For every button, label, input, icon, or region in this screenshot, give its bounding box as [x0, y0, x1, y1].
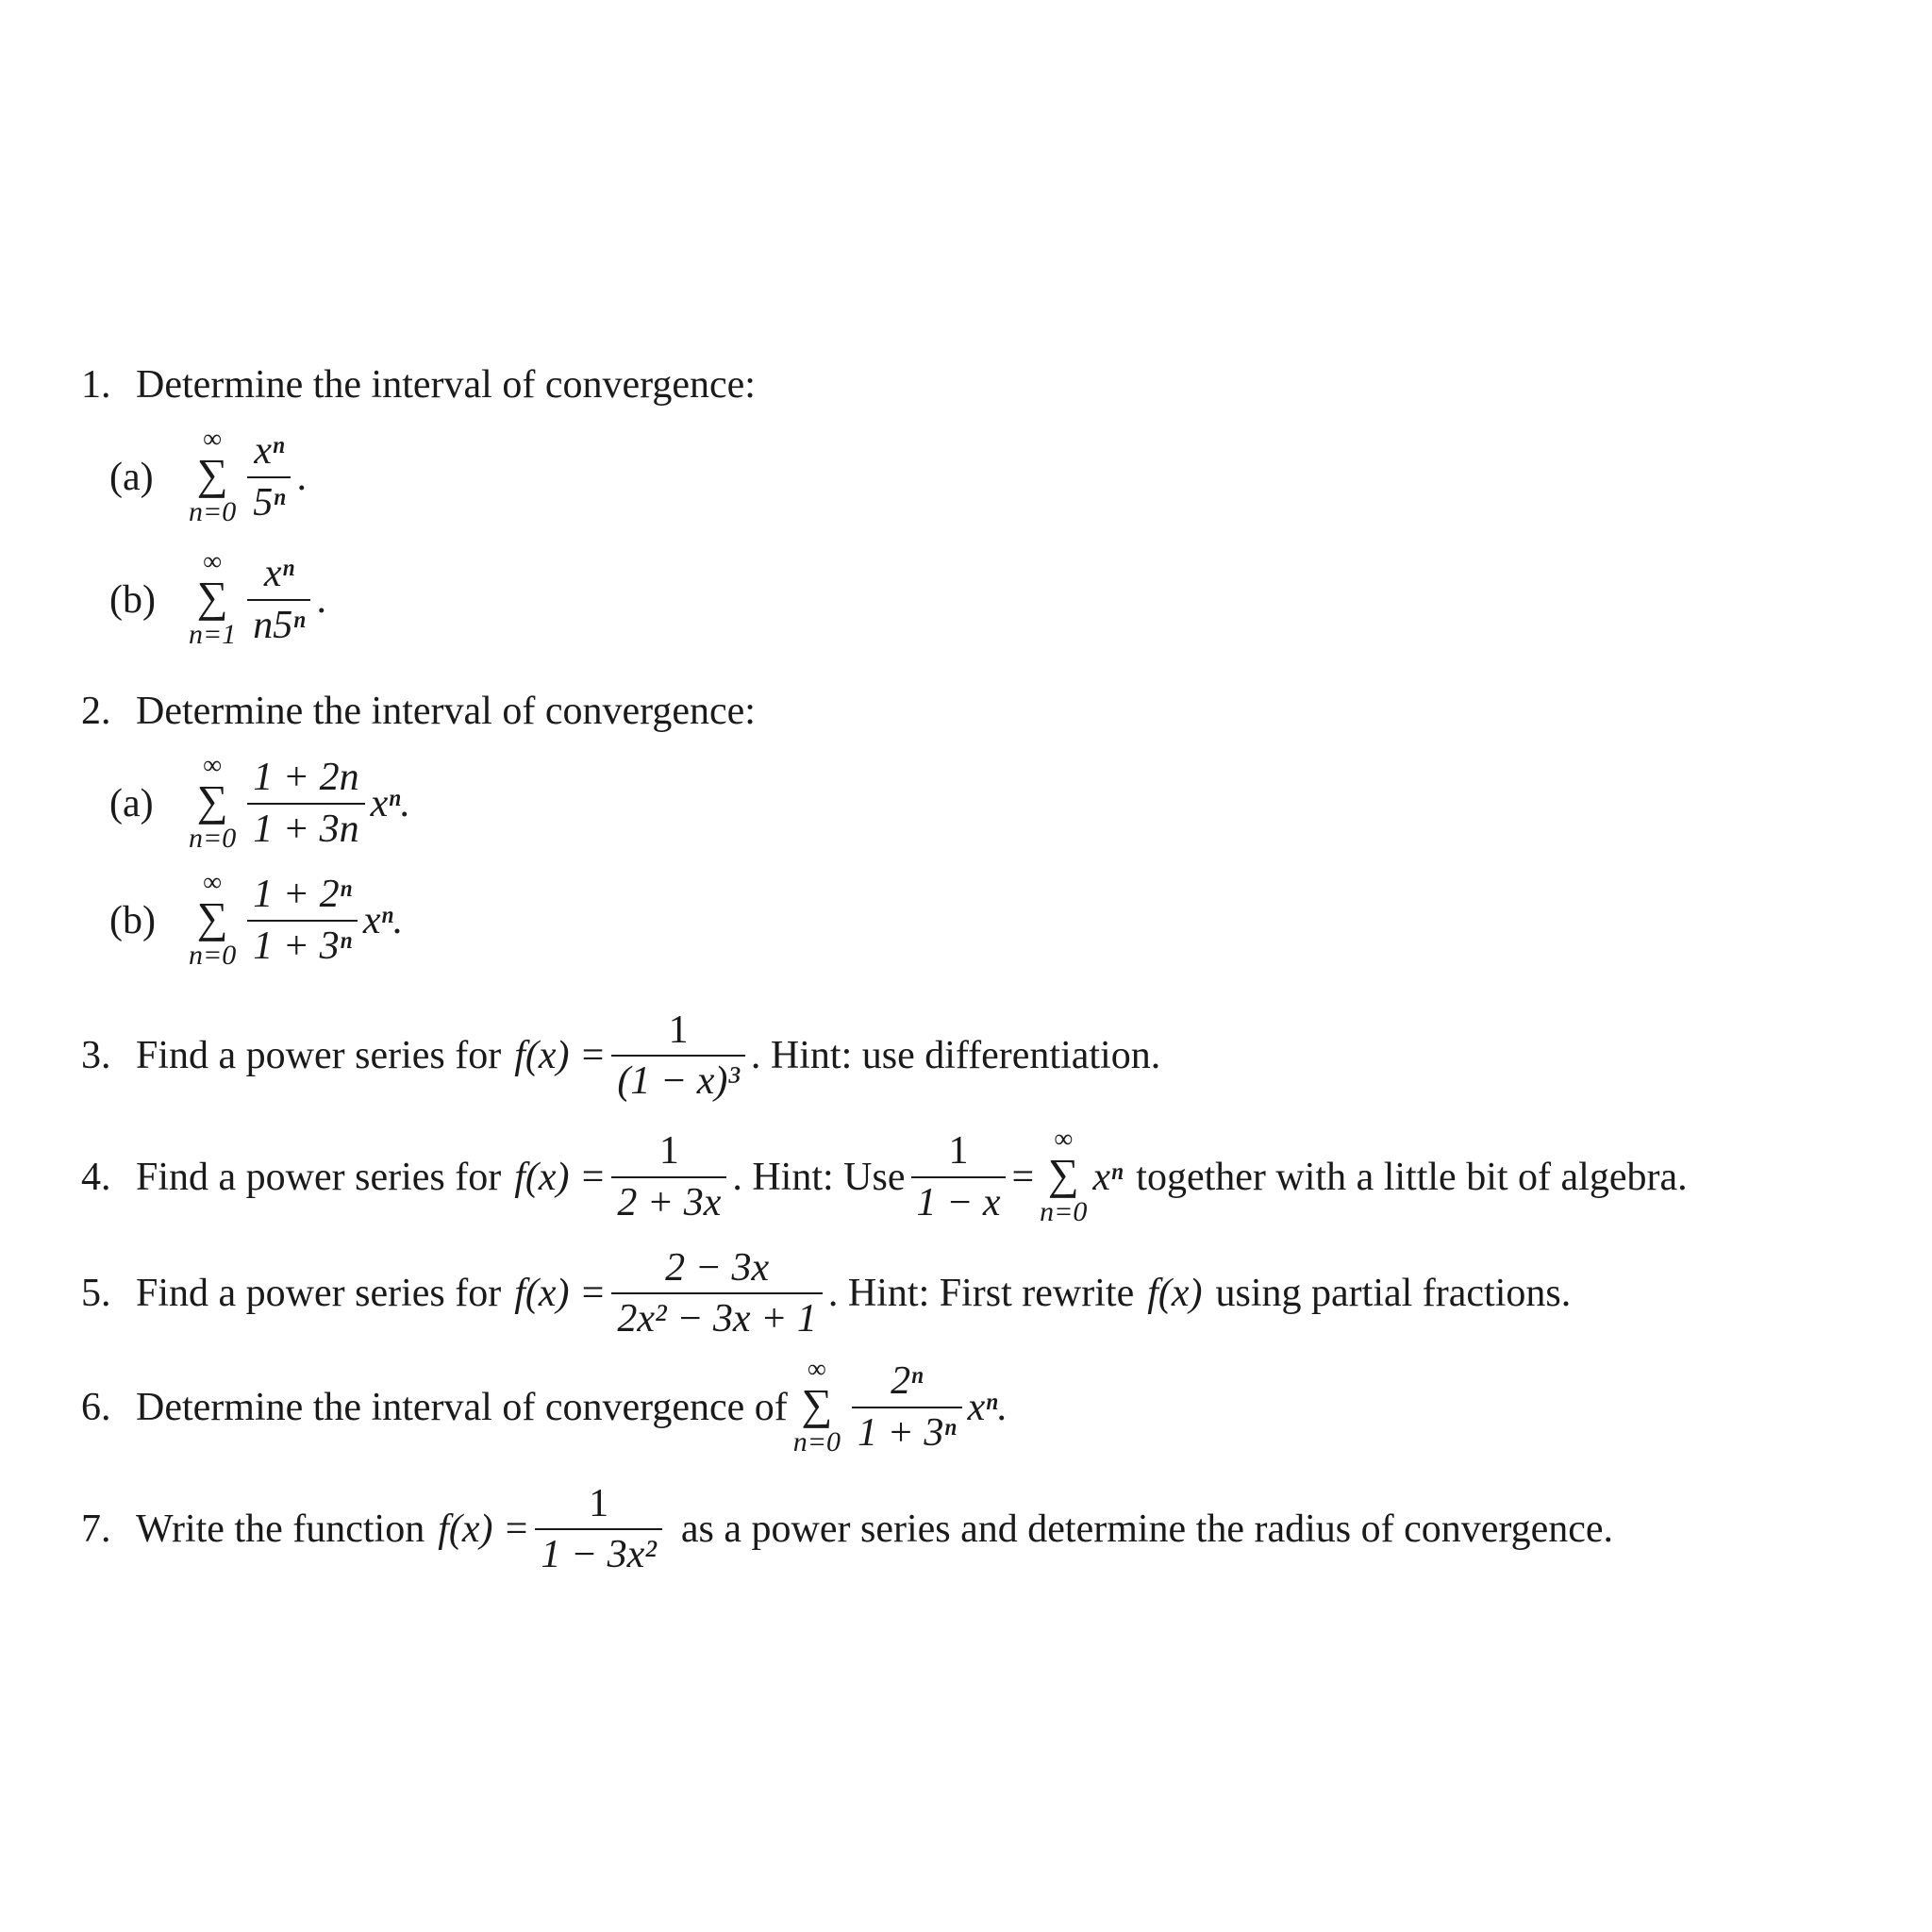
fraction [247, 430, 291, 523]
function-label: f(x) = [438, 1507, 530, 1552]
sum-upper: ∞ [203, 547, 223, 576]
numerator: 1 + 2ⁿ [253, 873, 352, 917]
problem-text: Find a power series for [136, 1155, 502, 1199]
sigma-icon: ∑ [1047, 1150, 1079, 1198]
problem-1 [81, 362, 756, 408]
sum-lower: n=0 [1040, 1196, 1088, 1227]
problem-tail: as a power series and determine the radius of convergence. [680, 1507, 1614, 1552]
problem-number: 6. [81, 1385, 111, 1429]
function-label: f(x) = [514, 1155, 607, 1199]
problem-5 [81, 1247, 1571, 1340]
equals-sign: = [1011, 1155, 1035, 1199]
sum-upper: ∞ [203, 425, 223, 454]
fraction [247, 553, 310, 645]
problem-text: Write the function [136, 1507, 425, 1552]
fraction [611, 1130, 726, 1223]
problem-2a [109, 753, 410, 854]
function-label: f(x) = [514, 1034, 607, 1078]
problem-3 [81, 1009, 1160, 1102]
hint-lead: . Hint: First rewrite [827, 1272, 1135, 1316]
denominator: 5ⁿ [247, 476, 291, 524]
denominator: (1 − x)³ [611, 1055, 745, 1102]
hint-tail: together with a little bit of algebra. [1136, 1155, 1688, 1199]
sum-lower: n=0 [189, 823, 237, 854]
summation [189, 753, 236, 854]
hint-lead: . Hint: Use [732, 1155, 906, 1199]
hint-function: f(x) [1147, 1272, 1203, 1316]
numerator: xⁿ [254, 429, 285, 474]
power-term: xⁿ. [362, 898, 404, 942]
fraction [611, 1009, 745, 1102]
punctuation: . [316, 577, 326, 622]
fraction [852, 1360, 962, 1453]
problem-number: 5. [81, 1272, 111, 1316]
hint-tail: using partial fractions. [1215, 1272, 1572, 1316]
problem-number: 1. [81, 363, 111, 407]
punctuation: . [296, 455, 307, 499]
denominator: 1 − 3x² [535, 1528, 662, 1575]
problem-2b [109, 870, 403, 971]
part-label: (b) [109, 898, 156, 942]
part-label: (a) [109, 455, 154, 499]
sum-upper: ∞ [807, 1355, 826, 1384]
sigma-icon: ∑ [196, 893, 228, 941]
sigma-icon: ∑ [196, 450, 228, 498]
problem-text: Find a power series for [136, 1272, 502, 1316]
numerator: 1 [668, 1008, 689, 1052]
sum-lower: n=0 [189, 496, 237, 527]
denominator: 1 + 3ⁿ [852, 1407, 962, 1454]
problem-text: Determine the interval of convergence: [136, 363, 756, 407]
problem-number: 3. [81, 1034, 111, 1078]
numerator: 1 [658, 1129, 679, 1174]
problem-7 [81, 1483, 1613, 1575]
fraction [611, 1247, 823, 1340]
sigma-icon: ∑ [196, 776, 228, 824]
summation [189, 549, 236, 650]
numerator: xⁿ [263, 552, 294, 596]
problem-1b [109, 549, 326, 650]
hint-fraction [911, 1130, 1007, 1223]
part-label: (b) [109, 577, 156, 622]
problem-6 [81, 1357, 1008, 1457]
denominator: 2x² − 3x + 1 [611, 1292, 823, 1340]
power-term: xⁿ. [967, 1385, 1008, 1429]
problem-number: 2. [81, 690, 111, 733]
problem-2 [81, 689, 756, 734]
fraction [535, 1483, 662, 1575]
sigma-icon: ∑ [801, 1380, 833, 1428]
problem-text: Determine the interval of convergence: [136, 690, 756, 733]
numerator: 2ⁿ [891, 1359, 924, 1404]
fraction [247, 757, 364, 849]
sum-upper: ∞ [1054, 1124, 1074, 1154]
numerator: 1 [948, 1129, 969, 1174]
denominator: n5ⁿ [247, 599, 310, 646]
summation [1040, 1126, 1087, 1227]
denominator: 1 + 3n [247, 803, 364, 850]
sigma-icon: ∑ [196, 573, 228, 621]
problem-4 [81, 1126, 1688, 1227]
denominator: 1 − x [911, 1176, 1007, 1224]
denominator: 1 + 3ⁿ [247, 920, 358, 967]
hint-text: . Hint: use differentiation. [750, 1034, 1161, 1078]
sum-lower: n=0 [792, 1426, 841, 1457]
summation [793, 1357, 841, 1457]
power-term: xⁿ. [370, 781, 410, 825]
fraction [247, 874, 358, 966]
sum-upper: ∞ [203, 751, 223, 780]
problem-number: 4. [81, 1155, 111, 1199]
sum-upper: ∞ [203, 868, 223, 897]
summation [189, 426, 236, 527]
summation [189, 870, 236, 971]
power-term: xⁿ [1092, 1155, 1124, 1199]
part-label: (a) [109, 781, 154, 825]
function-label: f(x) = [514, 1272, 607, 1316]
denominator: 2 + 3x [611, 1176, 726, 1224]
numerator: 1 + 2n [253, 756, 359, 800]
sum-lower: n=1 [189, 619, 237, 650]
problem-text: Find a power series for [136, 1034, 502, 1078]
sum-lower: n=0 [189, 940, 237, 971]
problem-text: Determine the interval of convergence of [136, 1385, 788, 1429]
problem-1a [109, 426, 307, 527]
numerator: 1 [589, 1482, 609, 1525]
problem-number: 7. [81, 1507, 111, 1552]
numerator: 2 − 3x [665, 1246, 770, 1290]
